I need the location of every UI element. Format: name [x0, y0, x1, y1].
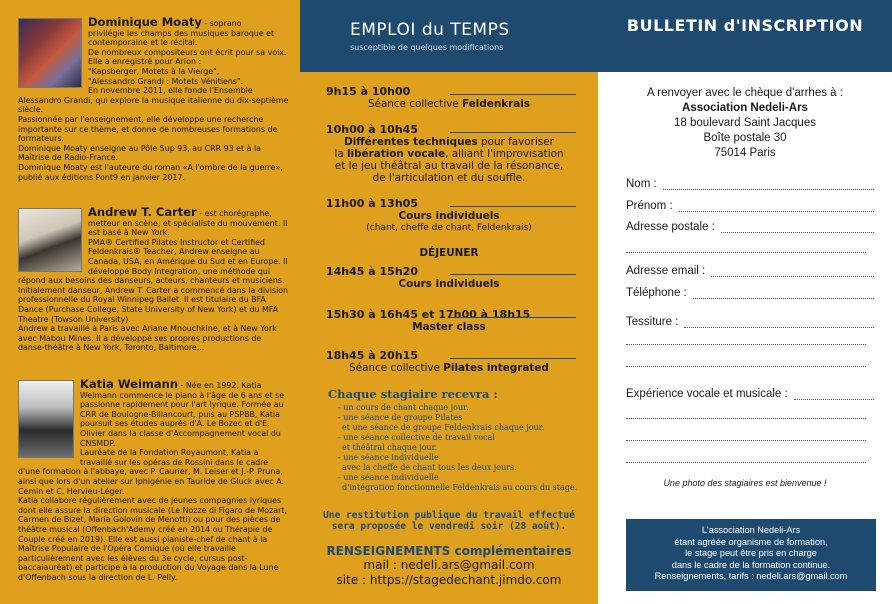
slot-1 [300, 86, 598, 110]
included-item: - un cours de chant chaque jour. [338, 403, 469, 412]
bio-name: Katia Weimann [80, 377, 179, 391]
slot-bold: Différentes techniques [344, 136, 478, 148]
slot-text: , alliant l'improvisation [445, 148, 564, 160]
restitution-note [300, 510, 598, 532]
schedule-header [300, 0, 598, 72]
included-item: - une séance de groupe Pilates [338, 413, 463, 422]
lunch: DÉJEUNER [419, 247, 479, 259]
included-item: - une séance individuelle [338, 473, 439, 482]
field-line[interactable] [721, 223, 874, 233]
send-to-block [598, 86, 892, 161]
bio-weimann [18, 377, 290, 582]
slot-text: et le jeu théâtral au travail de la résonance, [334, 160, 564, 172]
photo-note: Une photo des stagiaires est bienvenue ! [663, 478, 827, 488]
experience-extra-line[interactable] [626, 462, 866, 463]
address-line: 18 boulevard Saint Jacques [674, 117, 816, 129]
slot-text: de l'articulation et du souffle. [372, 172, 526, 184]
experience-field[interactable] [626, 388, 874, 400]
portrait-photo [18, 208, 82, 272]
field-line[interactable] [684, 318, 874, 328]
address-line: Boîte postale 30 [703, 132, 787, 144]
training-agreement-box [626, 519, 876, 591]
field-line[interactable] [711, 267, 874, 277]
restitution-line: sera proposée le vendredi soir (28 août). [331, 521, 567, 532]
slot-text: Séance collective [367, 98, 463, 110]
contact-block [300, 558, 598, 588]
address-line: 75014 Paris [714, 147, 776, 159]
included-item: et une séance de groupe Feldenkrais chaque jour. [342, 423, 545, 432]
field-label: Nom : [626, 178, 657, 190]
portrait-photo [18, 380, 74, 458]
included-item: et théâtral chaque jour. [342, 443, 438, 452]
slot-text: Séance collective [349, 362, 444, 374]
field-label: Téléphone : [626, 287, 687, 299]
association-name: Association Nedeli-Ars [682, 102, 808, 114]
field-label: Expérience vocale et musicale : [626, 388, 788, 400]
field-line[interactable] [794, 390, 874, 400]
slot-bold: Cours individuels [398, 278, 500, 290]
included-list [328, 387, 588, 493]
slot-2 [300, 124, 598, 184]
bio-text: privilégie les champs des musiques baroque et contemporaine et le récital. De nombreux compositeurs ont écrit pour sa voix. Elle a enregistré pour Arion : "Kapsberger, Motets à la Vierge", "Alessandro Grandi : Motets Vénitiens". En novembre 2011, elle fonde l'Ensemble Alessandro Grandi, qui explore la musique italienne du dix-septième siècle. Passionnée par l'enseignement, elle développe une recherche importante sur ce thème, et donne de nombreuses formations de formateurs. Dominique Moaty enseigne au Pôle Sup 93, au CRR 93 et à la Maîtrise de Radio-France. Dominique Moaty est l'auteure du roman «A l'ombre de la guerre», publié aux éditions Pont9 en janvier 2017. [18, 28, 289, 182]
bio-role: - est chorégraphe, [196, 209, 272, 218]
album-cover-photo [18, 18, 82, 88]
field-line[interactable] [679, 202, 874, 212]
experience-extra-line[interactable] [626, 440, 866, 441]
slot-bold: Feldenkrais [462, 98, 531, 110]
field-line[interactable] [693, 289, 874, 299]
bio-carter [18, 205, 290, 353]
slot-4 [300, 266, 598, 290]
included-title: Chaque stagiaire recevra : [328, 387, 498, 401]
slot-bold: Pilates integrated [443, 362, 549, 374]
field-line[interactable] [663, 180, 874, 190]
form-title: BULLETIN d'INSCRIPTION [598, 0, 892, 72]
slot-sub: (chant, cheffe de chant, Feldenkrais) [366, 223, 532, 233]
slot-5 [300, 309, 598, 333]
registration-form [598, 0, 892, 604]
email-field[interactable] [626, 265, 874, 277]
included-item: avec la cheffe de chant tous les deux jours. [342, 463, 517, 472]
mail-link[interactable]: nedeli.ars@gmail.com [400, 558, 535, 572]
bio-moaty [18, 15, 290, 182]
voice-type-field[interactable] [626, 316, 874, 328]
field-label: Adresse postale : [626, 221, 715, 233]
schedule-subtitle: susceptible de quelques modifications [350, 43, 504, 52]
address-extra-line[interactable] [626, 252, 866, 253]
voice-type-extra-line[interactable] [626, 344, 866, 345]
biographies-column [0, 0, 300, 604]
slot-time: 18h45 à 20h15 [300, 350, 598, 362]
slot-time: 10h00 à 10h45 [300, 124, 598, 136]
schedule-title: EMPLOI du TEMPS [350, 20, 510, 40]
slot-time: 15h30 à 16h45 et 17h00 à 18h15 [300, 309, 598, 321]
bio-role: - Née en 1992, Katia [178, 381, 262, 390]
slot-bold: Master class [412, 321, 486, 333]
bio-name: Dominique Moaty [88, 15, 202, 29]
slot-bold: Cours individuels [398, 210, 500, 222]
voice-type-extra-line[interactable] [626, 366, 866, 367]
site-link[interactable]: https://stagedechant.jimdo.com [369, 573, 562, 587]
agreement-text: L'association Nedeli-Ars étant agréée organisme de formation, le stage peut être pris en charge dans le cadre de la formation continue. Renseignements, tarifs : nedeli.ars@gmail.com [654, 525, 848, 581]
slot-6 [300, 350, 598, 374]
slot-text: la [334, 148, 347, 160]
restitution-line: Une restitution publique du travail effectué [323, 510, 575, 521]
firstname-field[interactable] [626, 200, 874, 212]
slot-time: 9h15 à 10h00 [300, 86, 598, 98]
included-item: - une séance individuelle [338, 453, 439, 462]
name-field[interactable] [626, 178, 874, 190]
slot-text: pour favoriser [477, 136, 554, 148]
included-item: - une séance collective de travail vocal [338, 433, 495, 442]
phone-field[interactable] [626, 287, 874, 299]
slot-time: 14h45 à 15h20 [300, 266, 598, 278]
info-title: RENSEIGNEMENTS complémentaires [326, 544, 572, 558]
slot-bold: libération vocale [347, 148, 446, 160]
postal-address-field[interactable] [626, 221, 874, 233]
mail-label: mail : [363, 558, 401, 572]
field-label: Prénom : [626, 200, 673, 212]
included-item: d'intégration fonctionnelle Feldenkrais au cours du stage. [342, 483, 578, 492]
field-label: Tessiture : [626, 316, 679, 328]
schedule-column [300, 0, 598, 604]
site-label: site : [336, 573, 370, 587]
slot-3 [300, 198, 598, 234]
field-label: Adresse email : [626, 265, 706, 277]
slot-time: 11h00 à 13h05 [300, 198, 598, 210]
bio-name: Andrew T. Carter [88, 205, 197, 219]
experience-extra-line[interactable] [626, 418, 866, 419]
send-to-text: A renvoyer avec le chèque d'arrhes à : [647, 87, 843, 99]
bio-role: - soprano [201, 19, 242, 28]
bio-text: metteur en scène, et spécialiste du mouvement. Il est basé à New York. PMA® Certified Pilates Instructor et Certified Feldenkrais® Teacher, Andrew enseigne au Canada, USA, en Amérique du Sud et en Europe. Il développé Body Integration, une méthode qui répond aux besoins des danseurs, acteurs, chanteurs et musiciens. Initialement danseur, Andrew T. Carter a commencé dans la division professionnelle du Royal Winnipeg Ballet. Il est titulaire du BFA Dance (Purchase College, State University of New York) et du MFA Theatre (Towson University). Andrew a travaillé à Paris avec Ariane Mnouchkine, et à New York avec Mabou Mines. Il a développé ses propres productions de danse-théâtre à New York, Toronto, Baltimore... [18, 218, 289, 353]
bio-text: Weimann commence le piano à l'âge de 6 ans et se passionne rapidement pour l'art lyrique. Formée au CRR de Boulogne-Billancourt, puis au PSPBB, Katia poursuit ses études auprès d'A. Le Bozec et d'E. Olivier dans la classe d'Accompagnement vocal du CNSMDP. Lauréate de la Fondation Royaumont, Katia a travaillé sur les opéras de Rossini dans le cadre d'une formation à l'abbaye, avec P. Caurier, M. Leiser et J.-P. Pruna, ainsi que lors d'un atelier sur Iphigénie en Tauride de Gluck avec A. Cemin et C. Hervieu-Léger. Katia collabore régulièrement avec de jeunes compagnies lyriques dont elle assure la direction musicale (Le Nozze di Figaro de Mozart, Carmen de Bizet, María Golovín de Menotti) ou pour des pièces de théâtre musical (Offenbach'Ademy créé en 2014 ou Thérapie de Couple créé en 2019). Elle est aussi pianiste-chef de chant à la Maîtrise Populaire de l'Opéra Comique (où elle travaille particulièrement avec les élèves du 3e cycle, cursus post-baccalauréat) et participe à la production du Voyage dans la Lune d'Offenbach sous la direction de L. Pelly. [18, 390, 287, 582]
